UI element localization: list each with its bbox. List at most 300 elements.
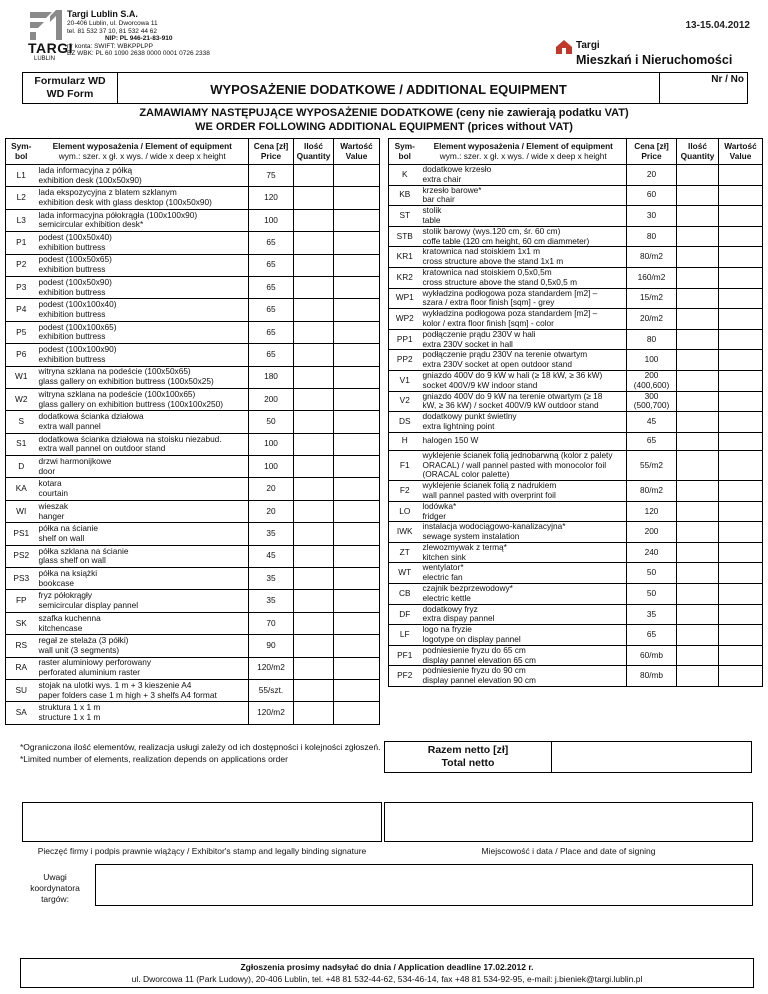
value-input[interactable]: [334, 165, 380, 187]
number-field[interactable]: [659, 73, 747, 103]
equipment-row: [389, 542, 763, 563]
item-symbol: STB: [389, 226, 421, 247]
value-input[interactable]: [334, 321, 380, 343]
value-input[interactable]: [334, 299, 380, 321]
item-description: wyklejenie ścianek folią jednobarwną (kolor z palety ORACAL) / wall pannel pasted with monocolor foil (ORACAL color palette): [421, 450, 627, 480]
header-value: Wartość Value: [334, 139, 380, 165]
quantity-input[interactable]: [294, 344, 334, 366]
item-price: 20: [249, 500, 294, 522]
quantity-input[interactable]: [677, 288, 719, 309]
header-symbol: Sym-bol: [389, 139, 421, 165]
number-label: Nr / No: [711, 74, 744, 85]
value-input[interactable]: [334, 232, 380, 254]
item-symbol: PP2: [389, 350, 421, 371]
quantity-input[interactable]: [677, 370, 719, 391]
item-description: czajnik bezprzewodowy* electric kettle: [421, 584, 627, 605]
equipment-row: [6, 321, 380, 343]
quantity-input[interactable]: [677, 666, 719, 687]
header-value: Wartość Value: [719, 139, 763, 165]
quantity-input[interactable]: [677, 563, 719, 584]
value-input[interactable]: [334, 411, 380, 433]
equipment-row: [6, 612, 380, 634]
item-price: 240: [627, 542, 677, 563]
item-price: 65: [249, 232, 294, 254]
item-description: podest (100x50x65) exhibition buttress: [37, 254, 249, 276]
item-price: 100: [627, 350, 677, 371]
item-symbol: W1: [6, 366, 37, 388]
equipment-row: [6, 523, 380, 545]
value-input[interactable]: [719, 206, 763, 227]
item-description: stojak na ulotki wys. 1 m + 3 kieszenie A4 paper folders case 1 m high + 3 shelfs A4 format: [37, 679, 249, 701]
value-input[interactable]: [719, 165, 763, 186]
equipment-row: [6, 366, 380, 388]
item-price: 20: [627, 165, 677, 186]
equipment-row: [6, 478, 380, 500]
item-price: 20: [249, 478, 294, 500]
item-price: 35: [627, 604, 677, 625]
quantity-input[interactable]: [294, 411, 334, 433]
item-symbol: L1: [6, 165, 37, 187]
equipment-table-left: [5, 138, 380, 725]
equipment-row: [389, 329, 763, 350]
value-input[interactable]: [719, 481, 763, 502]
item-description: podłączenie prądu 230V w hali extra 230V socket in hall: [421, 329, 627, 350]
company-name: Targi Lublin S.A.: [67, 9, 138, 19]
item-description: drzwi harmonijkowe door: [37, 456, 249, 478]
stamp-signature-field[interactable]: [22, 802, 382, 842]
item-description: dodatkowe krzesło extra chair: [421, 165, 627, 186]
item-description: podest (100x100x90) exhibition buttress: [37, 344, 249, 366]
header-element: [421, 139, 627, 165]
deadline-text: Zgłoszenia prosimy nadsyłać do dnia / Application deadline 17.02.2012 r.: [240, 962, 534, 972]
item-symbol: DS: [389, 412, 421, 433]
equipment-row: [389, 165, 763, 186]
item-description: szafka kuchenna kitchencase: [37, 612, 249, 634]
place-date-label: Miejscowość i data / Place and date of signing: [481, 846, 656, 856]
form-label-en: WD Form: [46, 88, 94, 100]
value-input[interactable]: [334, 523, 380, 545]
item-symbol: L3: [6, 209, 37, 231]
equipment-row: [389, 350, 763, 371]
item-description: wyklejenie ścianek folią z nadrukiem wall pannel pasted with overprint foil: [421, 481, 627, 502]
equipment-row: [389, 522, 763, 543]
quantity-input[interactable]: [677, 412, 719, 433]
item-description: witryna szklana na podeście (100x50x65) glass gallery on exhibition buttress (100x50x25): [37, 366, 249, 388]
equipment-table-right: [388, 138, 763, 687]
value-input[interactable]: [334, 478, 380, 500]
item-price: 120/m2: [249, 657, 294, 679]
item-price: 200: [249, 388, 294, 410]
equipment-row: [389, 391, 763, 412]
equipment-row: [389, 584, 763, 605]
item-description: fryz półokrągły semicircular display pannel: [37, 590, 249, 612]
item-symbol: RA: [6, 657, 37, 679]
quantity-input[interactable]: [677, 542, 719, 563]
quantity-input[interactable]: [677, 247, 719, 268]
header-quantity: Ilość Quantity: [677, 139, 719, 165]
value-input[interactable]: [334, 500, 380, 522]
item-price: 75: [249, 165, 294, 187]
item-description: regał ze stelaża (3 półki) wall unit (3 segments): [37, 635, 249, 657]
quantity-input[interactable]: [294, 612, 334, 634]
value-input[interactable]: [719, 185, 763, 206]
item-price: 65: [249, 276, 294, 298]
equipment-row: [6, 500, 380, 522]
value-input[interactable]: [719, 501, 763, 522]
item-price: 100: [249, 456, 294, 478]
fair-logo-icon: [556, 40, 572, 54]
value-input[interactable]: [334, 344, 380, 366]
quantity-input[interactable]: [294, 187, 334, 209]
item-price: 120/m2: [249, 702, 294, 724]
item-symbol: PF1: [389, 645, 421, 666]
value-input[interactable]: [334, 254, 380, 276]
item-description: logo na fryzie logotype on display pannel: [421, 625, 627, 646]
item-symbol: PS3: [6, 568, 37, 590]
item-description: dodatkowy punkt świetlny extra lightning point: [421, 412, 627, 433]
equipment-row: [389, 666, 763, 687]
item-description: półka na książki bookcase: [37, 568, 249, 590]
item-symbol: L2: [6, 187, 37, 209]
equipment-row: [389, 412, 763, 433]
quantity-input[interactable]: [294, 478, 334, 500]
item-description: instalacja wodociągowo-kanalizacyjna* sewage system instalation: [421, 522, 627, 543]
quantity-input[interactable]: [677, 329, 719, 350]
value-input[interactable]: [719, 267, 763, 288]
item-description: gniazdo 400V do 9 kW w hali (≥ 18 kW, ≥ 36 kW) socket 400V/9 kW indoor stand: [421, 370, 627, 391]
equipment-row: [6, 568, 380, 590]
availability-note-en: *Limited number of elements, realization depends on applications order: [20, 753, 288, 764]
item-price: 300 (500,700): [627, 391, 677, 412]
item-symbol: V2: [389, 391, 421, 412]
equipment-row: [6, 388, 380, 410]
quantity-input[interactable]: [294, 702, 334, 724]
quantity-input[interactable]: [677, 185, 719, 206]
item-symbol: PP1: [389, 329, 421, 350]
quantity-input[interactable]: [294, 433, 334, 455]
equipment-row: [6, 456, 380, 478]
equipment-row: [6, 187, 380, 209]
equipment-row: [6, 590, 380, 612]
item-symbol: KR2: [389, 267, 421, 288]
item-price: 120: [249, 187, 294, 209]
item-symbol: PS1: [6, 523, 37, 545]
quantity-input[interactable]: [677, 350, 719, 371]
contact-address: ul. Dworcowa 11 (Park Ludowy), 20-406 Lublin, tel. +48 81 532-44-62, 534-46-14, fax +48 81 534-92-95, e-mail: j.bieniek@targi.lublin.pl: [131, 973, 643, 984]
item-symbol: SA: [6, 702, 37, 724]
quantity-input[interactable]: [294, 299, 334, 321]
fair-name-line2: Mieszkań i Nieruchomości: [576, 53, 733, 67]
item-symbol: F1: [389, 450, 421, 480]
value-input[interactable]: [719, 563, 763, 584]
equipment-row: [389, 563, 763, 584]
item-price: 35: [249, 590, 294, 612]
item-description: stolik barowy (wys.120 cm, śr. 60 cm) coffe table (120 cm height, 60 cm diammeter): [421, 226, 627, 247]
quantity-input[interactable]: [294, 545, 334, 567]
item-description: wykładzina podłogowa poza standardem [m2] – kolor / extra floor finish [sqm] - color: [421, 309, 627, 330]
company-nip: NIP: PL 946-21-83-910: [105, 35, 173, 43]
equipment-row: [389, 625, 763, 646]
item-price: 160/m2: [627, 267, 677, 288]
form-id-cell: [23, 73, 118, 103]
equipment-row: [6, 433, 380, 455]
value-input[interactable]: [334, 679, 380, 701]
item-symbol: LO: [389, 501, 421, 522]
equipment-row: [389, 206, 763, 227]
value-input[interactable]: [719, 604, 763, 625]
header-price: Cena [zł] Price: [249, 139, 294, 165]
value-input[interactable]: [719, 584, 763, 605]
quantity-input[interactable]: [294, 679, 334, 701]
value-input[interactable]: [334, 276, 380, 298]
header-element: [37, 139, 249, 165]
item-description: lada informacyjna półokrągła (100x100x90) semicircular exhibition desk*: [37, 209, 249, 231]
logo-subtitle: LUBLIN: [34, 56, 56, 62]
value-input[interactable]: [334, 612, 380, 634]
item-description: krzesło barowe* bar chair: [421, 185, 627, 206]
item-price: 60: [627, 185, 677, 206]
item-price: 50: [627, 584, 677, 605]
value-input[interactable]: [334, 187, 380, 209]
item-price: 45: [249, 545, 294, 567]
value-input[interactable]: [719, 309, 763, 330]
item-symbol: KB: [389, 185, 421, 206]
value-input[interactable]: [334, 657, 380, 679]
company-phone: tel. 81 532 37 10, 81 532 44 62: [67, 27, 157, 35]
form-title-bar: [22, 72, 748, 104]
item-description: wieszak hanger: [37, 500, 249, 522]
value-input[interactable]: [719, 288, 763, 309]
header-element-dims: wym.: szer. x gł. x wys. / wide x deep x height: [58, 150, 226, 161]
item-price: 35: [249, 568, 294, 590]
item-description: gniazdo 400V do 9 kW na terenie otwartym (≥ 18 kW, ≥ 36 kW) / socket 400V/9 kW outdoor stand: [421, 391, 627, 412]
value-input[interactable]: [719, 666, 763, 687]
item-symbol: SK: [6, 612, 37, 634]
item-symbol: K: [389, 165, 421, 186]
value-input[interactable]: [719, 542, 763, 563]
value-input[interactable]: [334, 433, 380, 455]
item-description: podest (100x100x40) exhibition buttress: [37, 299, 249, 321]
equipment-row: [6, 679, 380, 701]
item-symbol: KA: [6, 478, 37, 500]
quantity-input[interactable]: [677, 309, 719, 330]
quantity-input[interactable]: [677, 450, 719, 480]
item-price: 65: [627, 625, 677, 646]
total-label-en: Total netto: [441, 757, 495, 769]
equipment-row: [389, 432, 763, 450]
item-symbol: WI: [6, 500, 37, 522]
coordinator-notes-field[interactable]: [95, 864, 753, 906]
value-input[interactable]: [334, 456, 380, 478]
form-label-pl: Formularz WD: [34, 75, 106, 87]
value-input[interactable]: [719, 370, 763, 391]
item-price: 120: [627, 501, 677, 522]
quantity-input[interactable]: [294, 321, 334, 343]
equipment-row: [6, 254, 380, 276]
item-price: 15/m2: [627, 288, 677, 309]
item-symbol: RS: [6, 635, 37, 657]
quantity-input[interactable]: [677, 481, 719, 502]
value-input[interactable]: [719, 329, 763, 350]
equipment-row: [389, 247, 763, 268]
equipment-row: [6, 635, 380, 657]
quantity-input[interactable]: [294, 657, 334, 679]
quantity-input[interactable]: [294, 590, 334, 612]
item-symbol: ST: [389, 206, 421, 227]
company-address: 20-406 Lublin, ul. Dworcowa 11: [67, 20, 158, 27]
item-price: 50: [627, 563, 677, 584]
item-symbol: PS2: [6, 545, 37, 567]
quantity-input[interactable]: [677, 604, 719, 625]
item-description: dodatkowa ścianka działowa na stoisku niezabud. extra wall pannel on outdoor stand: [37, 433, 249, 455]
quantity-input[interactable]: [294, 635, 334, 657]
value-input[interactable]: [719, 625, 763, 646]
item-price: 65: [627, 432, 677, 450]
quantity-input[interactable]: [294, 568, 334, 590]
total-value-field[interactable]: [552, 741, 752, 773]
value-input[interactable]: [719, 522, 763, 543]
equipment-row: [389, 481, 763, 502]
availability-note-pl: *Ograniczona ilość elementów, realizacja usługi zależy od ich dostępności i kolejności zgłoszeń.: [20, 742, 381, 752]
item-description: lodówka* fridger: [421, 501, 627, 522]
item-symbol: WT: [389, 563, 421, 584]
value-input[interactable]: [334, 545, 380, 567]
quantity-input[interactable]: [294, 254, 334, 276]
item-price: 80/mb: [627, 666, 677, 687]
order-heading-en: WE ORDER FOLLOWING ADDITIONAL EQUIPMENT (prices without VAT): [195, 121, 573, 133]
item-symbol: S: [6, 411, 37, 433]
equipment-row: [389, 185, 763, 206]
quantity-input[interactable]: [677, 267, 719, 288]
item-price: 80/m2: [627, 481, 677, 502]
quantity-input[interactable]: [294, 523, 334, 545]
value-input[interactable]: [719, 450, 763, 480]
item-description: struktura 1 x 1 m structure 1 x 1 m: [37, 702, 249, 724]
item-symbol: P5: [6, 321, 37, 343]
quantity-input[interactable]: [677, 226, 719, 247]
value-input[interactable]: [334, 590, 380, 612]
value-input[interactable]: [334, 635, 380, 657]
quantity-input[interactable]: [294, 500, 334, 522]
item-symbol: PF2: [389, 666, 421, 687]
quantity-input[interactable]: [294, 388, 334, 410]
item-symbol: P1: [6, 232, 37, 254]
equipment-row: [6, 165, 380, 187]
item-symbol: D: [6, 456, 37, 478]
header-symbol: Sym-bol: [6, 139, 37, 165]
equipment-row: [389, 501, 763, 522]
item-description: podest (100x50x40) exhibition buttress: [37, 232, 249, 254]
equipment-row: [389, 288, 763, 309]
item-price: 35: [249, 523, 294, 545]
value-input[interactable]: [719, 432, 763, 450]
quantity-input[interactable]: [677, 391, 719, 412]
item-symbol: S1: [6, 433, 37, 455]
item-price: 80/m2: [627, 247, 677, 268]
value-input[interactable]: [334, 702, 380, 724]
quantity-input[interactable]: [677, 501, 719, 522]
place-date-field[interactable]: [384, 802, 753, 842]
item-symbol: H: [389, 432, 421, 450]
total-label-pl: Razem netto [zł]: [427, 744, 509, 756]
quantity-input[interactable]: [294, 165, 334, 187]
quantity-input[interactable]: [677, 165, 719, 186]
item-description: podniesienie fryzu do 90 cm display pannel elevation 90 cm: [421, 666, 627, 687]
item-description: kotara courtain: [37, 478, 249, 500]
quantity-input[interactable]: [677, 584, 719, 605]
value-input[interactable]: [719, 247, 763, 268]
fair-dates: 13-15.04.2012: [685, 20, 750, 31]
item-price: 100: [249, 433, 294, 455]
equipment-row: [6, 209, 380, 231]
value-input[interactable]: [334, 388, 380, 410]
quantity-input[interactable]: [677, 625, 719, 646]
quantity-input[interactable]: [294, 209, 334, 231]
order-heading-pl: ZAMAWIAMY NASTĘPUJĄCE WYPOSAŻENIE DODATKOWE (ceny nie zawierają podatku VAT): [139, 107, 629, 119]
value-input[interactable]: [719, 350, 763, 371]
item-price: 20/m2: [627, 309, 677, 330]
item-description: podłączenie prądu 230V na terenie otwartym extra 230V socket at open outdoor stand: [421, 350, 627, 371]
value-input[interactable]: [719, 645, 763, 666]
value-input[interactable]: [334, 209, 380, 231]
item-description: kratownica nad stoiskiem 0,5x0,5m cross structure above the stand 0,5x0,5 m: [421, 267, 627, 288]
equipment-row: [389, 604, 763, 625]
item-price: 30: [627, 206, 677, 227]
item-symbol: P6: [6, 344, 37, 366]
quantity-input[interactable]: [294, 456, 334, 478]
item-description: lada ekspozycyjna z blatem szklanym exhibition desk with glass desktop (100x50x90): [37, 187, 249, 209]
value-input[interactable]: [334, 366, 380, 388]
quantity-input[interactable]: [294, 366, 334, 388]
item-price: 65: [249, 321, 294, 343]
item-description: dodatkowy fryz extra dispay pannel: [421, 604, 627, 625]
quantity-input[interactable]: [677, 206, 719, 227]
item-description: lada informacyjna z półką exhibition desk (100x50x90): [37, 165, 249, 187]
item-symbol: WP1: [389, 288, 421, 309]
equipment-row: [6, 657, 380, 679]
equipment-row: [6, 545, 380, 567]
quantity-input[interactable]: [294, 276, 334, 298]
coordinator-notes-label: Uwagi koordynatora targów:: [30, 872, 80, 904]
value-input[interactable]: [719, 412, 763, 433]
item-symbol: LF: [389, 625, 421, 646]
equipment-row: [6, 276, 380, 298]
header-price: Cena [zł] Price: [627, 139, 677, 165]
item-description: półka szklana na ścianie glass shelf on wall: [37, 545, 249, 567]
targi-logo-icon: [30, 10, 62, 40]
item-description: półka na ścianie shelf on wall: [37, 523, 249, 545]
equipment-row: [389, 309, 763, 330]
item-description: halogen 150 W: [421, 432, 627, 450]
quantity-input[interactable]: [677, 522, 719, 543]
value-input[interactable]: [719, 391, 763, 412]
quantity-input[interactable]: [677, 645, 719, 666]
item-price: 65: [249, 344, 294, 366]
item-symbol: FP: [6, 590, 37, 612]
item-description: podest (100x50x90) exhibition buttress: [37, 276, 249, 298]
value-input[interactable]: [334, 568, 380, 590]
equipment-row: [389, 226, 763, 247]
equipment-row: [389, 450, 763, 480]
item-symbol: CB: [389, 584, 421, 605]
quantity-input[interactable]: [294, 232, 334, 254]
quantity-input[interactable]: [677, 432, 719, 450]
item-price: 100: [249, 209, 294, 231]
value-input[interactable]: [719, 226, 763, 247]
header-element-label: Element wyposażenia / Element of equipment: [433, 140, 613, 151]
item-price: 80: [627, 226, 677, 247]
stamp-signature-label: Pieczęć firmy i podpis prawnie wiążący / Exhibitor's stamp and legally binding signature: [37, 846, 367, 856]
